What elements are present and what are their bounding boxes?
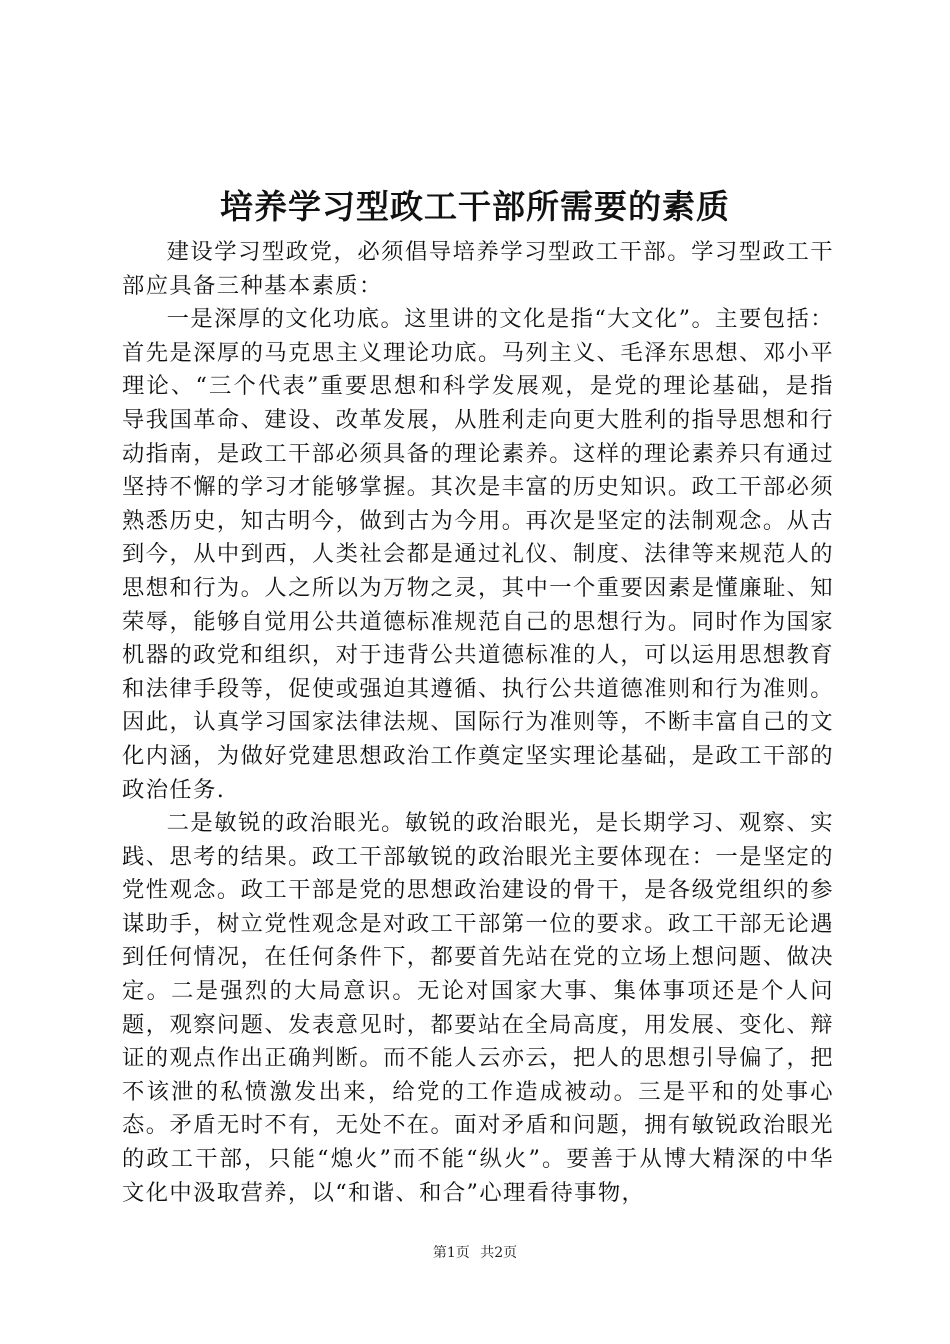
page-footer [0, 1243, 950, 1263]
paragraph-intro: 建设学习型政党，必须倡导培养学习型政工干部。学习型政工干部应具备三种基本素质： [122, 239, 834, 299]
document-title: 培养学习型政工干部所需要的素质 [220, 187, 730, 226]
page-total: 共2页 [480, 1245, 518, 1261]
page-number: 第1页 [432, 1245, 470, 1261]
document-body [122, 236, 834, 1210]
paragraph-political-insight: 二是敏锐的政治眼光。敏锐的政治眼光，是长期学习、观察、实践、思考的结果。政工干部敏锐的政治眼光主要体现在：一是坚定的党性观念。政工干部是党的思想政治建设的骨干，是各级党组织的参谋助手，树立党性观念是对政工干部第一位的要求。政工干部无论遇到任何情况，在任何条件下，都要首先站在党的立场上想问题、做决定。二是强烈的大局意识。无论对国家大事、集体事项还是个人问题，观察问题、发表意见时，都要站在全局高度，用发展、变化、辩证的观点作出正确判断。而不能人云亦云，把人的思想引导偏了，把不该泄的私愤激发出来，给党的工作造成被动。三是平和的处事心态。矛盾无时不有，无处不在。面对矛盾和问题，拥有敏锐政治眼光的政工干部，只能“熄火”而不能“纵火”。要善于从博大精深的中华文化中汲取营养，以“和谐、和合”心理看待事物， [122, 810, 834, 1206]
paragraph-cultural-foundation: 一是深厚的文化功底。这里讲的文化是指“大文化”。主要包括：首先是深厚的马克思主义理论功底。马列主义、毛泽东思想、邓小平理论、“三个代表”重要思想和科学发展观，是党的理论基础，是指导我国革命、建设、改革发展，从胜利走向更大胜利的指导思想和行动指南，是政工干部必须具备的理论素养。这样的理论素养只有通过坚持不懈的学习才能够掌握。其次是丰富的历史知识。政工干部必须熟悉历史，知古明今，做到古为今用。再次是坚定的法制观念。从古到今，从中到西，人类社会都是通过礼仪、制度、法律等来规范人的思想和行为。人之所以为万物之灵，其中一个重要因素是懂廉耻、知荣辱，能够自觉用公共道德标准规范自己的思想行为。同时作为国家机器的政党和组织，对于违背公共道德标准的人，可以运用思想教育和法律手段等，促使或强迫其遵循、执行公共道德准则和行为准则。因此，认真学习国家法律法规、国际行为准则等，不断丰富自己的文化内涵，为做好党建思想政治工作奠定坚实理论基础，是政工干部的政治任务. [122, 306, 834, 803]
